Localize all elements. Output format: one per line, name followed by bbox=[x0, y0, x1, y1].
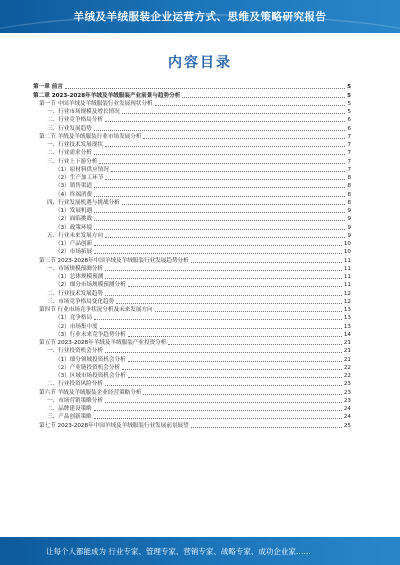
toc-entry-page: 9 bbox=[347, 208, 351, 214]
toc-entry-title: 四、行业发展机遇与挑战分析 bbox=[47, 199, 120, 206]
toc-entry[interactable] bbox=[33, 397, 351, 405]
report-title: 羊绒及羊绒服装企业运营方式、思维及策略研究报告 bbox=[73, 11, 327, 23]
toc-leader-dots bbox=[191, 262, 342, 263]
toc-entry[interactable] bbox=[33, 306, 351, 314]
toc-entry-title: （1）竞争格局 bbox=[55, 315, 93, 322]
toc-entry-title: 第七节 2023-2028年中国羊绒及羊绒服装行业发展前景展望 bbox=[39, 422, 189, 429]
table-of-contents bbox=[33, 83, 351, 430]
toc-entry-title: 一、市场规模预测分析 bbox=[47, 265, 103, 272]
toc-entry-page: 8 bbox=[347, 175, 351, 181]
toc-leader-dots bbox=[94, 154, 346, 155]
toc-entry-page: 24 bbox=[343, 406, 351, 412]
toc-entry-title: （2）细分市场规模预测分析 bbox=[55, 282, 126, 289]
toc-entry[interactable] bbox=[33, 248, 351, 256]
toc-entry-page: 11 bbox=[343, 274, 351, 280]
footer-banner bbox=[0, 537, 400, 565]
toc-entry-title: （1）细分领域投资机会分析 bbox=[55, 356, 126, 363]
toc-entry-page: 10 bbox=[343, 249, 351, 256]
toc-leader-dots bbox=[122, 113, 346, 114]
toc-entry-title: （2）面临挑战 bbox=[55, 216, 93, 223]
toc-entry-page: 6 bbox=[347, 117, 351, 124]
toc-leader-dots bbox=[105, 179, 345, 180]
toc-entry-page: 11 bbox=[343, 257, 351, 264]
toc-leader-dots bbox=[191, 427, 342, 428]
toc-entry-title: （1）原材料供应情况 bbox=[55, 166, 109, 173]
toc-leader-dots bbox=[94, 418, 342, 419]
toc-entry-page: 13 bbox=[343, 315, 351, 322]
toc-entry-title: 二、行业竞争格局分析 bbox=[47, 117, 103, 124]
toc-entry[interactable] bbox=[33, 215, 351, 223]
toc-leader-dots bbox=[65, 88, 345, 89]
toc-entry-page: 7 bbox=[347, 166, 351, 173]
toc-entry[interactable] bbox=[33, 124, 351, 132]
toc-entry-page: 8 bbox=[347, 199, 351, 206]
toc-entry-title: （2）市场集中度 bbox=[55, 323, 98, 330]
toc-leader-dots bbox=[122, 204, 346, 205]
toc-leader-dots bbox=[105, 295, 342, 296]
toc-entry-page: 5 bbox=[347, 84, 351, 91]
toc-entry-page: 25 bbox=[343, 422, 351, 429]
toc-leader-dots bbox=[94, 245, 342, 246]
toc-leader-dots bbox=[100, 328, 342, 329]
toc-heading: 内容目录 bbox=[168, 55, 232, 71]
toc-entry-page: 8 bbox=[347, 191, 351, 198]
toc-entry-title: （1）发展机遇 bbox=[55, 208, 93, 214]
toc-entry[interactable] bbox=[33, 339, 351, 347]
toc-entry[interactable] bbox=[33, 322, 351, 330]
toc-leader-dots bbox=[155, 311, 342, 312]
toc-leader-dots bbox=[182, 97, 345, 98]
toc-leader-dots bbox=[111, 171, 346, 172]
toc-entry-page: 23 bbox=[343, 381, 351, 388]
toc-leader-dots bbox=[143, 138, 345, 139]
toc-entry[interactable] bbox=[33, 265, 351, 273]
toc-entry-page: 13 bbox=[343, 307, 351, 313]
toc-leader-dots bbox=[105, 402, 342, 403]
toc-leader-dots bbox=[143, 394, 341, 395]
toc-entry[interactable] bbox=[33, 116, 351, 124]
toc-entry-title: 第四节 行业市场竞争状况分析及未来发展方向 bbox=[39, 307, 153, 313]
toc-entry[interactable] bbox=[33, 240, 351, 248]
toc-entry-page: 8 bbox=[347, 183, 351, 190]
toc-entry[interactable] bbox=[33, 281, 351, 289]
footer-slogan: 让每个人都能成为 行业专家、管理专家、营销专家、战略专家、成功企业家…… bbox=[46, 547, 311, 556]
toc-entry-title: （3）区域市场投资机会分析 bbox=[55, 373, 126, 379]
toc-entry[interactable] bbox=[33, 223, 351, 231]
toc-entry-page: 24 bbox=[343, 414, 351, 421]
toc-entry[interactable] bbox=[33, 289, 351, 297]
toc-entry-title: （1）总体规模预测 bbox=[55, 274, 104, 280]
toc-entry[interactable] bbox=[33, 298, 351, 306]
toc-leader-dots bbox=[105, 237, 345, 238]
toc-entry-title: 三、行业上下游分析 bbox=[47, 158, 98, 165]
toc-entry-page: 14 bbox=[343, 331, 351, 338]
toc-entry-title: 第六节 羊绒及羊绒服装企业经营策略分析 bbox=[39, 389, 142, 396]
toc-entry[interactable] bbox=[33, 91, 351, 99]
toc-leader-dots bbox=[94, 319, 342, 320]
toc-entry-title: 二、行业技术发展趋势 bbox=[47, 290, 103, 297]
toc-leader-dots bbox=[122, 369, 342, 370]
toc-entry[interactable] bbox=[33, 331, 351, 339]
toc-leader-dots bbox=[128, 286, 342, 287]
toc-entry-page: 7 bbox=[347, 133, 351, 140]
toc-entry-title: 三、行业发展趋势 bbox=[47, 125, 92, 132]
toc-entry-page: 23 bbox=[343, 397, 351, 404]
toc-entry-page: 10 bbox=[343, 241, 351, 247]
toc-entry-title: 第一节 中国羊绒及羊绒服装行业发展现状分析 bbox=[39, 100, 153, 107]
toc-entry[interactable] bbox=[33, 364, 351, 372]
toc-entry[interactable] bbox=[33, 388, 351, 396]
toc-entry[interactable] bbox=[33, 380, 351, 388]
toc-entry[interactable] bbox=[33, 182, 351, 190]
toc-leader-dots bbox=[94, 187, 345, 188]
toc-entry-title: （2）市场拓展 bbox=[55, 249, 93, 256]
toc-entry[interactable] bbox=[33, 100, 351, 108]
toc-entry[interactable] bbox=[33, 133, 351, 141]
toc-entry-page: 5 bbox=[347, 92, 351, 99]
toc-entry-page: 7 bbox=[347, 142, 351, 148]
toc-entry[interactable] bbox=[33, 174, 351, 182]
toc-entry-page: 7 bbox=[347, 158, 351, 165]
toc-leader-dots bbox=[105, 278, 342, 279]
toc-entry[interactable] bbox=[33, 166, 351, 174]
toc-entry-title: （2）产业链投资机会分析 bbox=[55, 364, 121, 371]
toc-entry-title: 第一章 前言 bbox=[33, 84, 63, 91]
toc-leader-dots bbox=[99, 163, 345, 164]
toc-entry-title: 一、市场营销策略分析 bbox=[47, 397, 103, 404]
toc-entry-title: （4）终端消费 bbox=[55, 191, 93, 198]
toc-entry[interactable] bbox=[33, 273, 351, 281]
toc-entry-page: 11 bbox=[343, 265, 351, 272]
toc-entry-title: （2）生产加工环节 bbox=[55, 175, 104, 181]
toc-leader-dots bbox=[94, 130, 346, 131]
toc-entry[interactable] bbox=[33, 199, 351, 207]
toc-entry[interactable] bbox=[33, 157, 351, 165]
toc-entry[interactable] bbox=[33, 232, 351, 240]
toc-leader-dots bbox=[128, 361, 342, 362]
toc-entry[interactable] bbox=[33, 413, 351, 421]
toc-leader-dots bbox=[105, 270, 342, 271]
toc-entry-title: 第五节 2023-2028年羊绒及羊绒服装产业投资分析 bbox=[39, 340, 167, 346]
toc-entry-title: 一、行业投资机会分析 bbox=[47, 348, 103, 355]
toc-leader-dots bbox=[128, 377, 342, 378]
toc-entry[interactable] bbox=[33, 405, 351, 413]
toc-entry-page: 9 bbox=[347, 224, 351, 231]
toc-leader-dots bbox=[155, 105, 346, 106]
toc-entry-page: 7 bbox=[347, 150, 351, 157]
toc-leader-dots bbox=[105, 146, 345, 147]
toc-leader-dots bbox=[94, 220, 345, 221]
toc-leader-dots bbox=[94, 196, 345, 197]
toc-entry-title: 二、行业需求分析 bbox=[47, 150, 92, 157]
toc-entry-page: 23 bbox=[343, 389, 351, 396]
toc-entry-title: 二、品牌建设策略 bbox=[47, 406, 92, 412]
toc-entry-page: 5 bbox=[347, 100, 351, 107]
toc-entry[interactable] bbox=[33, 347, 351, 355]
toc-entry-page: 11 bbox=[343, 282, 351, 289]
toc-entry-page: 22 bbox=[343, 364, 351, 371]
toc-entry[interactable] bbox=[33, 108, 351, 116]
toc-leader-dots bbox=[105, 352, 342, 353]
toc-leader-dots bbox=[168, 344, 342, 345]
toc-leader-dots bbox=[105, 385, 342, 386]
toc-entry-title: （3）政策环境 bbox=[55, 224, 93, 231]
toc-entry-title: （3）销售渠道 bbox=[55, 183, 93, 190]
toc-entry-title: 一、行业市场规模及增长情况 bbox=[47, 109, 120, 115]
toc-entry-page: 21 bbox=[343, 348, 351, 355]
toc-leader-dots bbox=[94, 212, 345, 213]
toc-entry-title: 一、行业技术发展现状 bbox=[47, 142, 103, 148]
toc-entry-title: 三、产品创新策略 bbox=[47, 414, 92, 421]
toc-entry-page: 21 bbox=[343, 340, 351, 346]
toc-leader-dots bbox=[94, 229, 345, 230]
toc-entry[interactable] bbox=[33, 190, 351, 198]
toc-entry-page: 12 bbox=[343, 298, 351, 305]
toc-entry[interactable] bbox=[33, 256, 351, 264]
toc-entry-title: 第二节 羊绒及羊绒服装行业市场发展分析 bbox=[39, 133, 142, 140]
toc-entry[interactable] bbox=[33, 207, 351, 215]
toc-entry[interactable] bbox=[33, 314, 351, 322]
toc-entry-page: 9 bbox=[347, 232, 351, 239]
toc-entry-title: 第二章 2023-2028年羊绒及羊绒服装产业前景与趋势分析 bbox=[33, 92, 181, 99]
toc-leader-dots bbox=[105, 121, 345, 122]
toc-entry[interactable] bbox=[33, 149, 351, 157]
toc-entry[interactable] bbox=[33, 421, 351, 429]
toc-entry-page: 22 bbox=[343, 373, 351, 379]
toc-entry-title: （3）行业未来竞争趋势分析 bbox=[55, 331, 126, 338]
toc-entry[interactable] bbox=[33, 355, 351, 363]
toc-entry-page: 6 bbox=[347, 125, 351, 132]
report-header-banner bbox=[0, 0, 400, 33]
toc-entry-title: 三、市场竞争格局变化趋势 bbox=[47, 298, 115, 305]
toc-leader-dots bbox=[128, 336, 342, 337]
toc-entry-page: 21 bbox=[343, 356, 351, 363]
toc-entry-title: 二、行业投资风险分析 bbox=[47, 381, 103, 388]
toc-leader-dots bbox=[116, 303, 342, 304]
toc-leader-dots bbox=[94, 410, 342, 411]
toc-entry-page: 9 bbox=[347, 216, 351, 223]
toc-entry[interactable] bbox=[33, 372, 351, 380]
toc-entry[interactable] bbox=[33, 83, 351, 91]
toc-entry-title: 第三节 2023-2028年中国羊绒及羊绒服装行业发展趋势分析 bbox=[39, 257, 189, 264]
toc-leader-dots bbox=[94, 253, 342, 254]
toc-entry-title: （1）产品创新 bbox=[55, 241, 93, 247]
toc-entry-page: 12 bbox=[343, 290, 351, 297]
toc-entry[interactable] bbox=[33, 141, 351, 149]
toc-entry-page: 5 bbox=[347, 109, 351, 115]
toc-entry-title: 五、行业未来发展方向 bbox=[47, 232, 103, 239]
toc-entry-page: 13 bbox=[343, 323, 351, 330]
